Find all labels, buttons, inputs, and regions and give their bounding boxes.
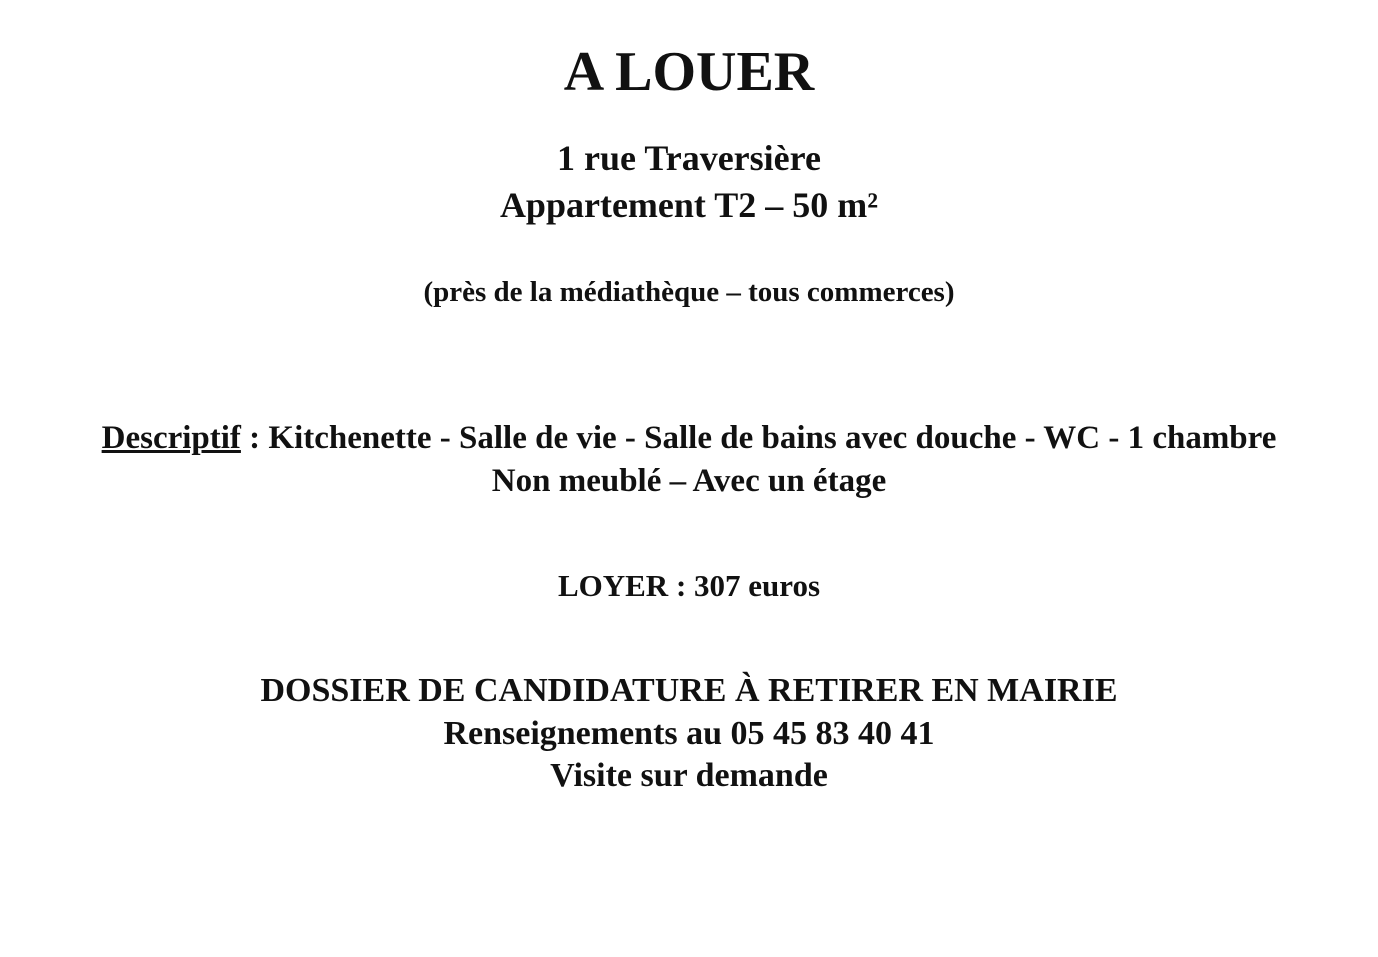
- description-text: Kitchenette - Salle de vie - Salle de bains avec douche - WC - 1 chambre: [268, 420, 1277, 456]
- application-line: DOSSIER DE CANDIDATURE À RETIRER EN MAIRIE: [260, 672, 1118, 709]
- location-note: (près de la médiathèque – tous commerces): [423, 276, 955, 308]
- apartment-line: Appartement T2 – 50 m²: [499, 185, 879, 225]
- address-line: 1 rue Traversière: [557, 138, 821, 178]
- visit-line: Visite sur demande: [550, 757, 828, 794]
- page-title: A LOUER: [563, 41, 815, 103]
- description-line-2: Non meublé – Avec un étage: [491, 463, 887, 499]
- description-separator: :: [240, 420, 269, 456]
- contact-line: Renseignements au 05 45 83 40 41: [443, 715, 935, 752]
- description-line: [0, 422, 1378, 455]
- rent-line: LOYER : 307 euros: [557, 568, 821, 603]
- description-label: Descriptif: [101, 420, 241, 456]
